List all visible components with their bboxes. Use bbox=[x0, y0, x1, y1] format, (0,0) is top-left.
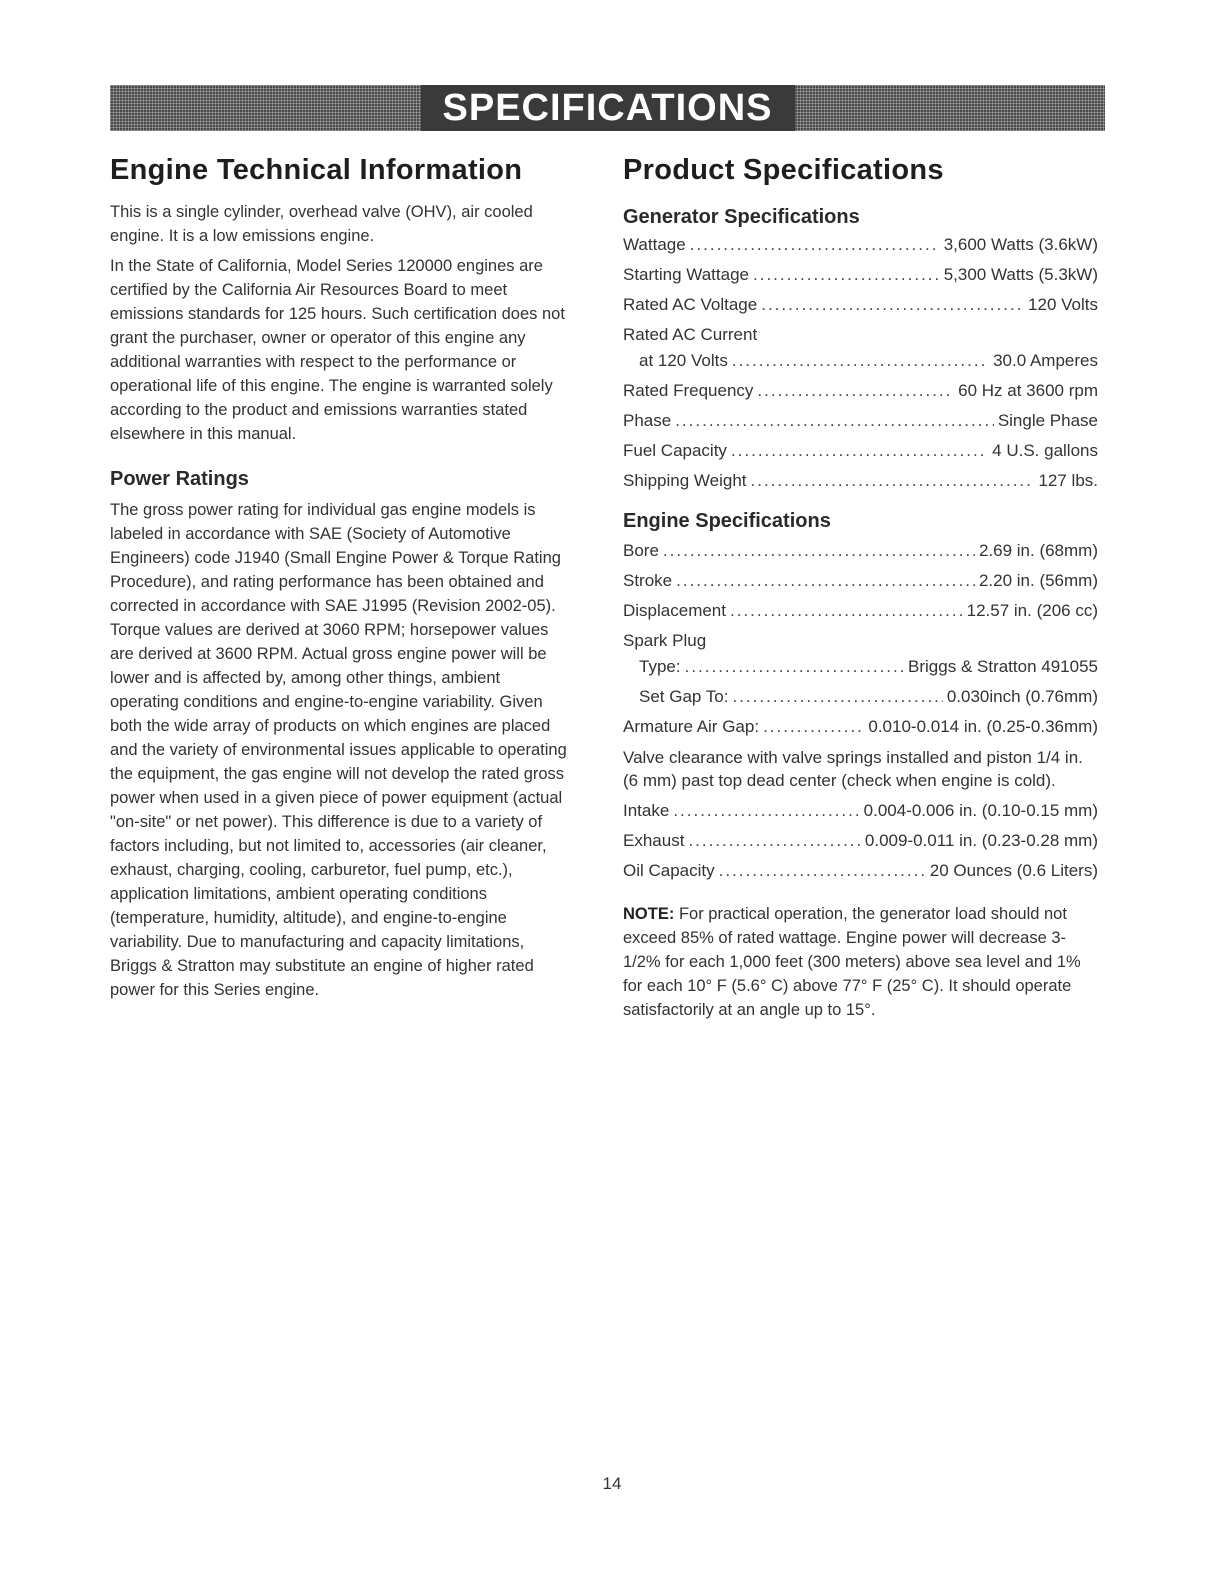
spec-value: 127 lbs. bbox=[1038, 471, 1098, 490]
spec-row-oil-capacity bbox=[623, 860, 1098, 882]
spec-label: Stroke bbox=[623, 571, 673, 590]
dot-leader bbox=[663, 540, 975, 562]
dot-leader bbox=[761, 294, 1024, 316]
spec-label: at 120 Volts bbox=[639, 351, 728, 370]
spark-plug-label: Spark Plug bbox=[623, 631, 707, 650]
engine-specifications-heading: Engine Specifications bbox=[623, 510, 831, 532]
banner-title: SPECIFICATIONS bbox=[421, 85, 795, 131]
spec-value: 0.010-0.014 in. (0.25-0.36mm) bbox=[868, 717, 1098, 736]
dot-leader bbox=[763, 716, 864, 738]
engine-intro-paragraph: This is a single cylinder, overhead valve (OHV), air cooled engine. It is a low emissions engine. bbox=[110, 203, 533, 245]
engine-technical-heading: Engine Technical Information bbox=[110, 154, 523, 186]
spec-value: 2.20 in. (56mm) bbox=[978, 571, 1098, 590]
spec-row-spark-plug-type bbox=[623, 656, 1098, 678]
dot-leader bbox=[690, 234, 940, 256]
spec-value: 5,300 Watts (5.3kW) bbox=[943, 265, 1098, 284]
power-ratings-paragraph: The gross power rating for individual gas engine models is labeled in accordance with SAE (Society of Automotive Engineers) code J1940 (Small Engine Power & Torque Rating Procedure), and rating performance has been obtained and corrected in accordance with SAE J1995 (Revision 2002-05). Torque values are derived at 3060 RPM; horsepower values are derived at 3600 RPM. Actual gross engine power will be lower and is affected by, among other things, ambient operating conditions and engine-to-engine variability. Given both the wide array of products on which engines are placed and the variety of environmental issues applicable to operating the equipment, the gas engine will not develop the rated gross power when used in a given piece of power equipment (actual "on-site" or net power). This difference is due to a variety of factors including, but not limited to, accessories (air cleaner, exhaust, charging, cooling, carburetor, fuel pump, etc.), application limitations, ambient operating conditions (temperature, humidity, altitude), and engine-to-engine variability. Due to manufacturing and capacity limitations, Briggs & Stratton may substitute an engine of higher rated power for this Series engine. bbox=[110, 501, 567, 999]
spec-label: Wattage bbox=[623, 235, 686, 254]
product-specifications-heading: Product Specifications bbox=[623, 154, 944, 186]
spec-label: Rated AC Voltage bbox=[623, 295, 758, 314]
engine-technical-information-section bbox=[110, 150, 568, 1002]
spec-label: Bore bbox=[623, 541, 659, 560]
spec-value: 0.004-0.006 in. (0.10-0.15 mm) bbox=[863, 801, 1098, 820]
dot-leader bbox=[731, 440, 988, 462]
spec-row-fuel-capacity bbox=[623, 440, 1098, 462]
spec-row-rated-frequency bbox=[623, 380, 1098, 402]
dot-leader bbox=[673, 800, 859, 822]
spec-label: Oil Capacity bbox=[623, 861, 715, 880]
spec-label: Phase bbox=[623, 411, 672, 430]
spec-label: Displacement bbox=[623, 601, 726, 620]
spec-row-starting-wattage bbox=[623, 264, 1098, 286]
operation-note bbox=[623, 902, 1098, 1022]
dot-leader bbox=[685, 656, 904, 678]
dot-leader bbox=[732, 350, 989, 372]
spec-value: 12.57 in. (206 cc) bbox=[966, 601, 1098, 620]
dot-leader bbox=[675, 410, 994, 432]
power-ratings-heading: Power Ratings bbox=[110, 468, 249, 490]
california-certification-paragraph: In the State of California, Model Series 120000 engines are certified by the California Air Resources Board to meet emissions standards for 125 hours. Such certification does not grant the purchaser, owner or operator of this engine any additional warranties with respect to the performance or operational life of this engine. The engine is warranted solely according to the product and emissions warranties stated elsewhere in this manual. bbox=[110, 257, 565, 443]
rated-ac-current-label: Rated AC Current bbox=[623, 325, 758, 344]
dot-leader bbox=[753, 264, 940, 286]
dot-leader bbox=[688, 830, 860, 852]
spec-value: Single Phase bbox=[997, 411, 1098, 430]
note-label: NOTE: bbox=[623, 905, 675, 923]
dot-leader bbox=[732, 686, 942, 708]
spec-row-armature-air-gap bbox=[623, 716, 1098, 738]
spec-label: Intake bbox=[623, 801, 670, 820]
spec-value: 4 U.S. gallons bbox=[992, 441, 1098, 460]
specifications-banner bbox=[110, 85, 1105, 131]
spec-label: Starting Wattage bbox=[623, 265, 749, 284]
spec-row-spark-plug-gap bbox=[623, 686, 1098, 708]
spec-label: Fuel Capacity bbox=[623, 441, 727, 460]
spec-row-intake bbox=[623, 800, 1098, 822]
dot-leader bbox=[751, 470, 1035, 492]
spec-row-phase bbox=[623, 410, 1098, 432]
spec-value: 60 Hz at 3600 rpm bbox=[958, 381, 1098, 400]
spec-row-rated-ac-voltage bbox=[623, 294, 1098, 316]
dot-leader bbox=[757, 380, 954, 402]
dot-leader bbox=[719, 860, 926, 882]
spec-value: 3,600 Watts (3.6kW) bbox=[943, 235, 1098, 254]
spec-value: Briggs & Stratton 491055 bbox=[908, 657, 1098, 676]
spec-row-shipping-weight bbox=[623, 470, 1098, 492]
spec-value: 20 Ounces (0.6 Liters) bbox=[929, 861, 1098, 880]
spec-row-exhaust bbox=[623, 830, 1098, 852]
spec-row-displacement bbox=[623, 600, 1098, 622]
spec-value: 30.0 Amperes bbox=[993, 351, 1098, 370]
spec-row-wattage bbox=[623, 234, 1098, 256]
valve-clearance-note: Valve clearance with valve springs installed and piston 1/4 in. (6 mm) past top dead center (check when engine is cold). bbox=[623, 748, 1083, 790]
spec-value: 0.009-0.011 in. (0.23-0.28 mm) bbox=[864, 831, 1098, 850]
spec-label: Rated Frequency bbox=[623, 381, 754, 400]
spec-label: Set Gap To: bbox=[639, 687, 729, 706]
spec-label: Exhaust bbox=[623, 831, 685, 850]
product-specifications-section bbox=[623, 150, 1098, 1022]
spec-label: Shipping Weight bbox=[623, 471, 747, 490]
spec-label: Armature Air Gap: bbox=[623, 717, 760, 736]
spec-value: 0.030inch (0.76mm) bbox=[946, 687, 1098, 706]
spec-row-rated-ac-current bbox=[623, 350, 1098, 372]
page-number: 14 bbox=[602, 1474, 622, 1493]
spec-value: 120 Volts bbox=[1028, 295, 1098, 314]
spec-row-stroke bbox=[623, 570, 1098, 592]
spec-row-bore bbox=[623, 540, 1098, 562]
generator-specifications-heading: Generator Specifications bbox=[623, 206, 860, 228]
dot-leader bbox=[730, 600, 963, 622]
spec-label: Type: bbox=[639, 657, 681, 676]
note-text: For practical operation, the generator load should not exceed 85% of rated wattage. Engine power will decrease 3-1/2% for each 1,000 feet (300 meters) above sea level and 1% for each 10° F (5.6° C) above 77° F (25° C). It should operate satisfactorily at an angle up to 15°. bbox=[623, 905, 1081, 1019]
spec-value: 2.69 in. (68mm) bbox=[978, 541, 1098, 560]
dot-leader bbox=[676, 570, 975, 592]
